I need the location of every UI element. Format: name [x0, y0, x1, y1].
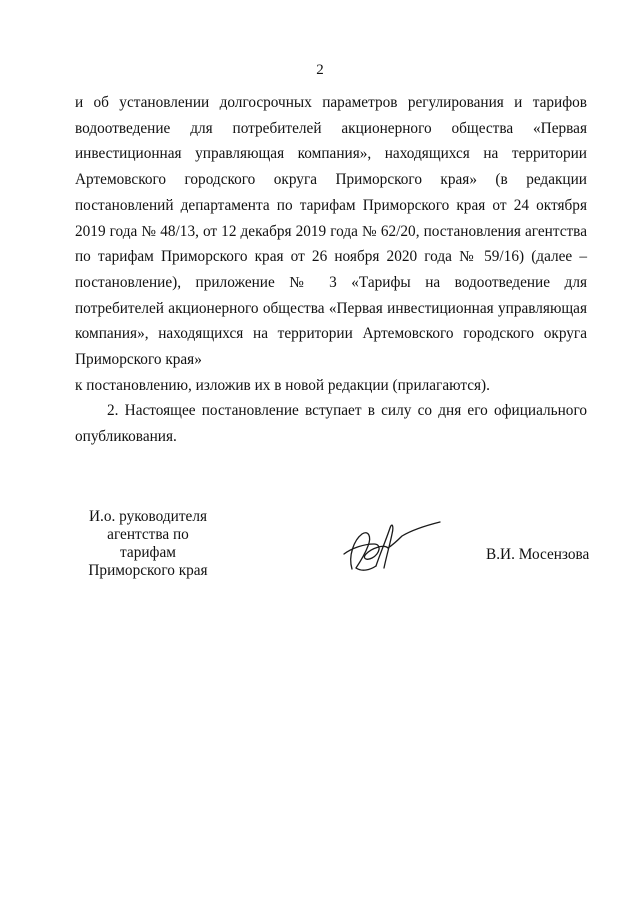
signer-position-line-2: агентства по тарифам: [107, 526, 189, 561]
paragraph-continuation: и об установлении долгосрочных параметров регулирования и тарифов водоотведение для потребителей акционерного общества «Первая инвестиционная управляющая компания», находящихся на территории Артемовского городского округа Приморского края» (в редакции постановлений департамента по тарифам Приморского края от 24 октября 2019 года № 48/13, от 12 декабря 2019 года № 62/20, постановления агентства по тарифам Приморского края от 26 ноября 2020 года № 59/16) (далее – постановление), приложение № 3 «Тарифы на водоотведение для потребителей акционерного общества «Первая инвестиционная управляющая компания», находящихся на территории Артемовского городского округа Приморского края»: [75, 94, 587, 369]
signer-position-line-3: Приморского края: [88, 562, 208, 579]
handwritten-signature-icon: [332, 514, 444, 576]
paragraph-amendment-tail: к постановлению, изложив их в новой редакции (прилагаются).: [75, 376, 490, 394]
paragraph-effective-date: 2. Настоящее постановление вступает в силу со дня его официального опубликования.: [75, 402, 587, 446]
signer-position: [78, 508, 218, 580]
signer-name: В.И. Мосензова: [486, 546, 590, 563]
signature-block: [0, 508, 640, 588]
signer-position-line-1: И.о. руководителя: [88, 508, 207, 525]
document-body: [75, 90, 587, 450]
page-number: 2: [316, 62, 324, 78]
